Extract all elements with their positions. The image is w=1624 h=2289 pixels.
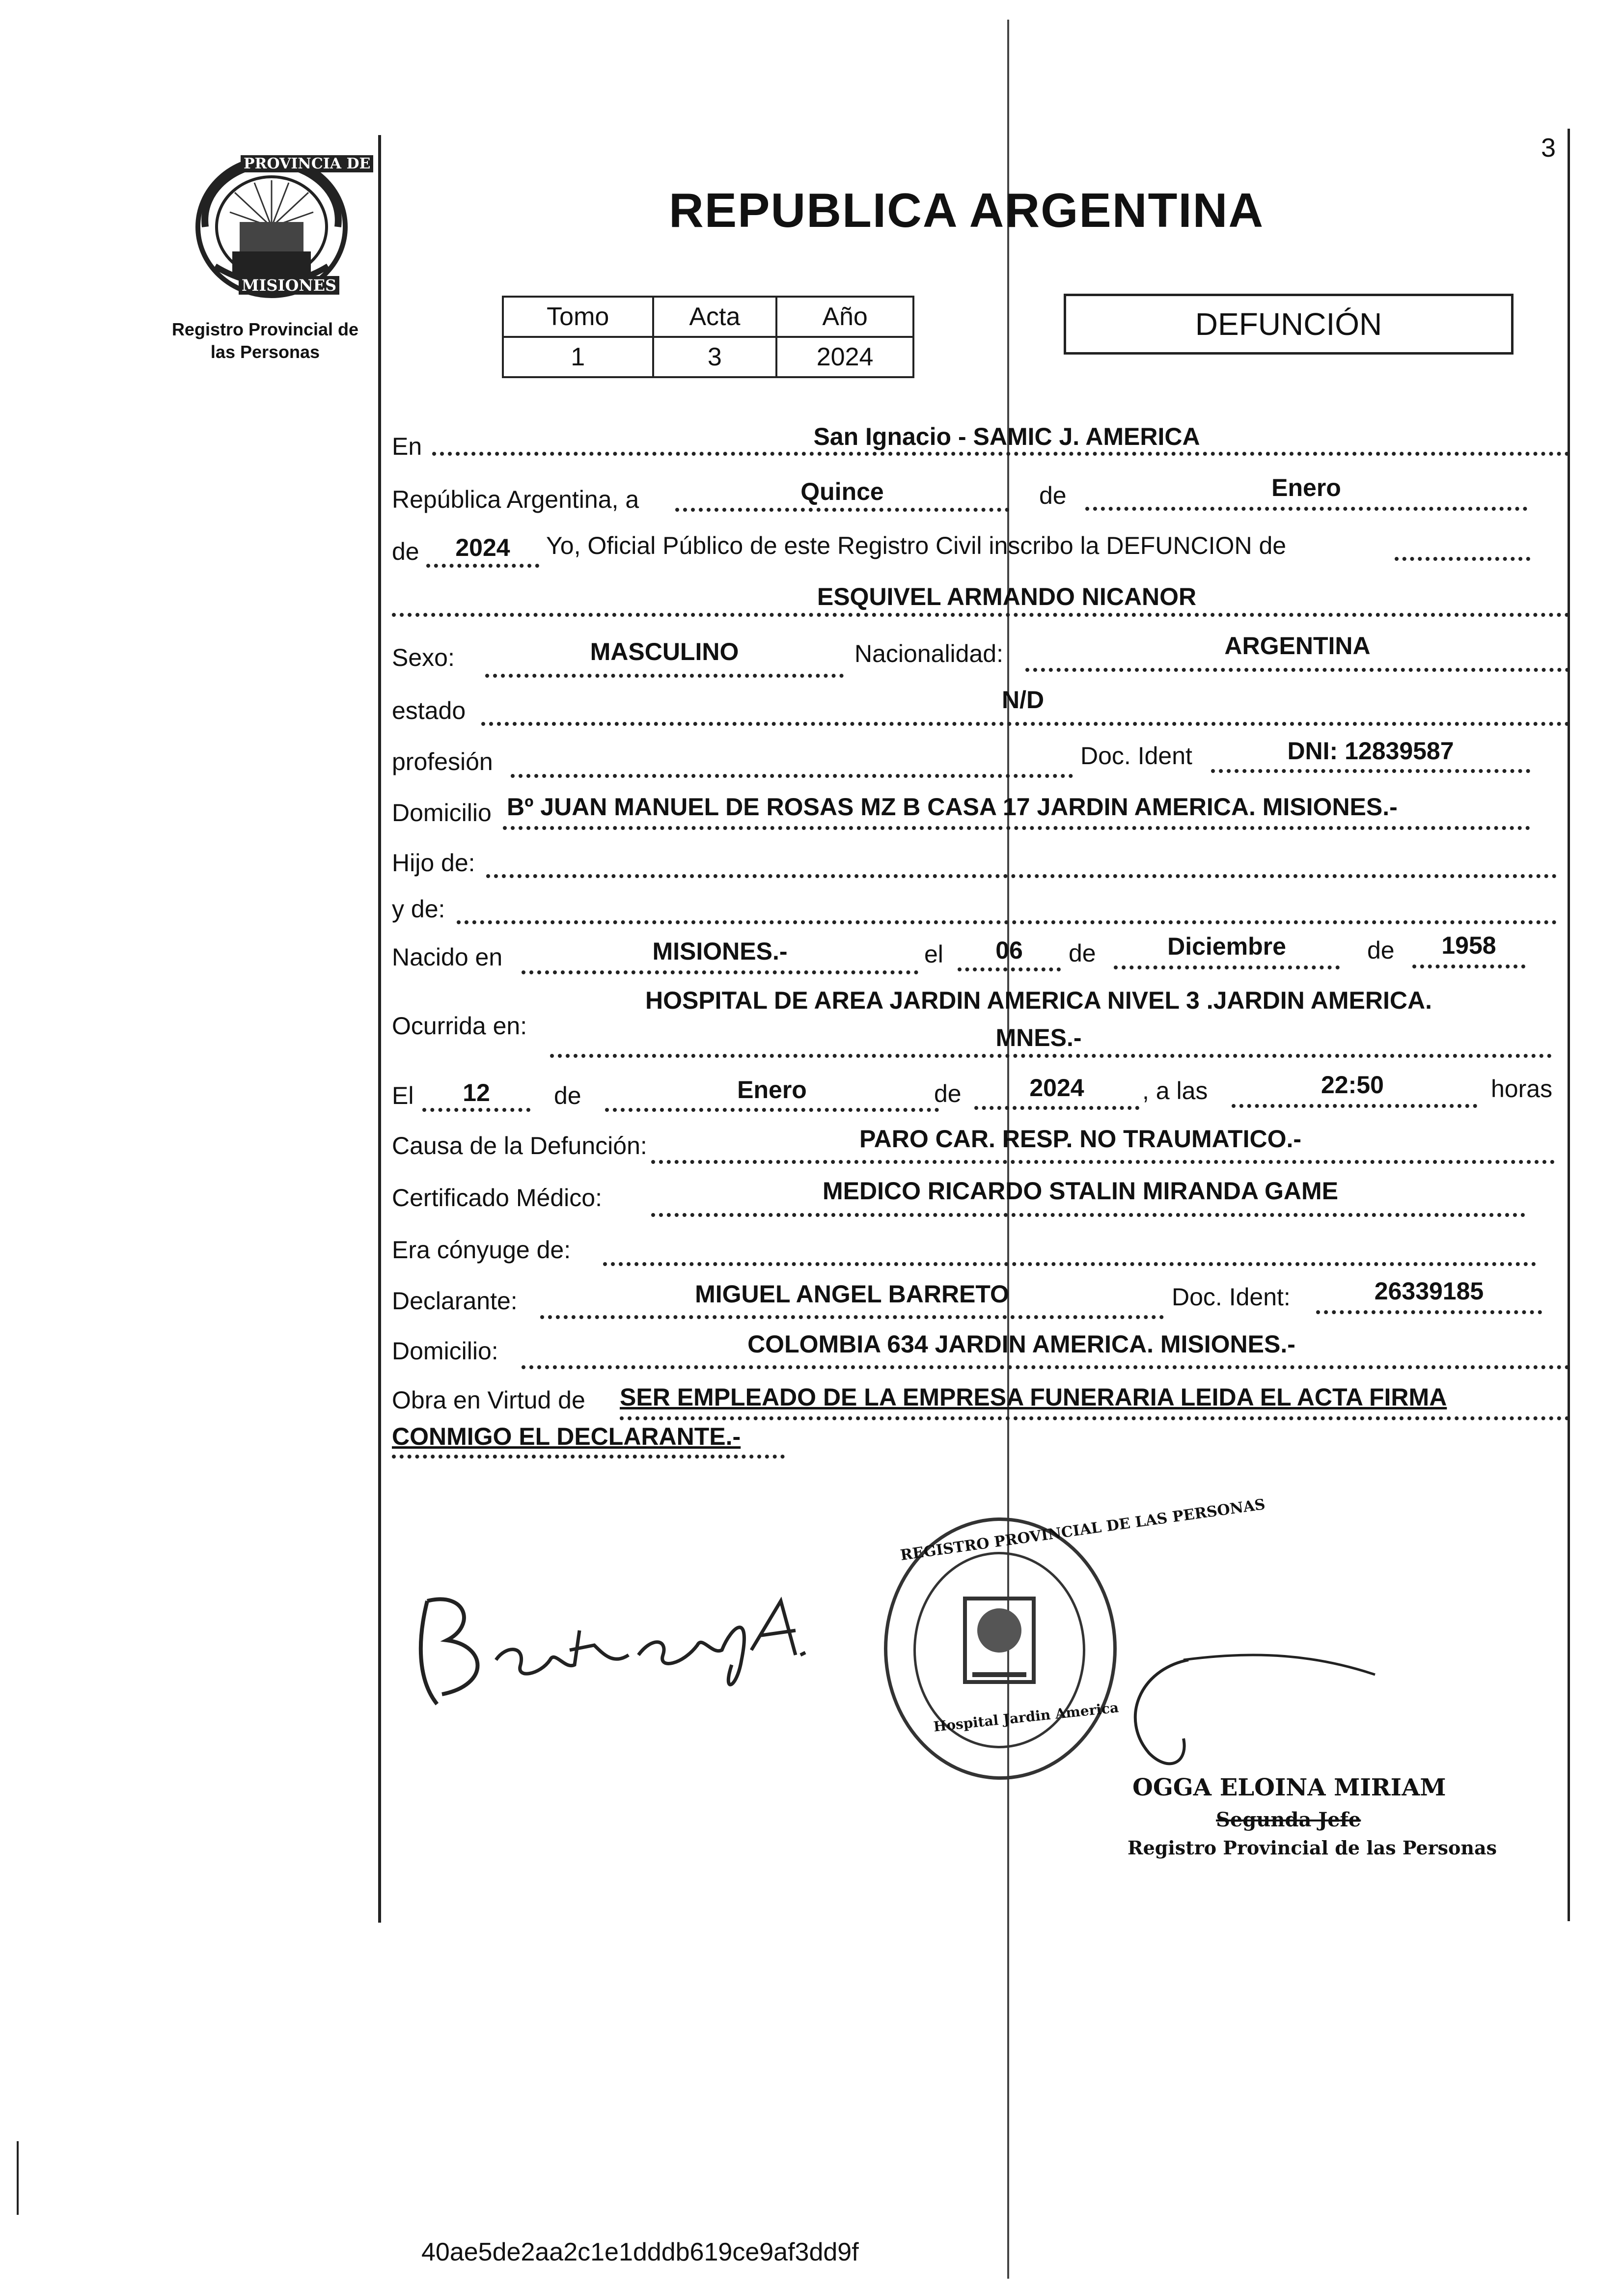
label-domicilio-declarant: Domicilio: [392, 1337, 498, 1365]
act-type-box: DEFUNCIÓN [1064, 294, 1514, 355]
dotline-obra2 [392, 1455, 785, 1459]
ref-value-tomo: 1 [503, 337, 653, 377]
label-certificado: Certificado Médico: [392, 1184, 602, 1212]
province-emblem [186, 153, 371, 301]
dotline-certificado [651, 1213, 1525, 1217]
dotline-death-day [422, 1108, 530, 1112]
value-death-place-line2: MNES.- [995, 1024, 1082, 1051]
dotline-month [1085, 507, 1527, 511]
scan-mark [17, 2141, 19, 2215]
dotline-day [675, 508, 1009, 512]
value-birth-month: Diciembre [1167, 933, 1286, 960]
label-domicilio: Domicilio [392, 799, 492, 827]
value-dni: DNI: 12839587 [1287, 737, 1454, 765]
dotline-sexo [485, 674, 844, 678]
declarant-signature [408, 1572, 850, 1729]
emblem-bottom-text: MISIONES [239, 276, 339, 295]
dotline-birth-place [522, 970, 918, 974]
label-doc-ident-declarant: Doc. Ident: [1172, 1283, 1291, 1311]
dotline-year [426, 564, 539, 568]
seal-inner-text: Hospital Jardin America [933, 1699, 1120, 1735]
dotline-conyuge [603, 1262, 1536, 1266]
dotline-yo [1395, 557, 1530, 561]
dotline-time [1232, 1104, 1477, 1108]
value-sex: MASCULINO [590, 638, 739, 665]
label-profesion: profesión [392, 748, 493, 775]
value-birth-year: 1958 [1441, 932, 1496, 959]
label-a-las: , a las [1142, 1077, 1208, 1104]
emblem-top-text: PROVINCIA DE [241, 155, 373, 172]
label-horas: horas [1491, 1075, 1553, 1103]
label-de-death-month: de [554, 1082, 581, 1109]
label-de-death-year: de [934, 1080, 962, 1107]
label-nacionalidad: Nacionalidad: [854, 640, 1003, 667]
value-death-place-line1: HOSPITAL DE AREA JARDIN AMERICA NIVEL 3 .JARDIN AMERICA. [645, 987, 1432, 1014]
label-hijo-de: Hijo de: [392, 849, 475, 877]
ref-value-ano: 2024 [776, 337, 913, 377]
label-nacido-en: Nacido en [392, 943, 503, 971]
ref-header-ano: Año [776, 297, 913, 337]
value-death-month: Enero [737, 1076, 807, 1103]
dotline-domicilio [503, 826, 1530, 830]
dotline-dni [1211, 769, 1530, 773]
dotline-estado [481, 722, 1569, 726]
label-estado: estado [392, 697, 466, 724]
value-death-year: 2024 [1029, 1074, 1084, 1102]
value-civil-status: N/D [1002, 686, 1045, 714]
dotline-death-month [605, 1108, 939, 1112]
label-yo-oficial: Yo, Oficial Público de este Registro Civil inscribo la DEFUNCION de [546, 532, 1287, 559]
label-declarante: Declarante: [392, 1287, 518, 1315]
left-margin-line [378, 135, 381, 1923]
official-office: Registro Provincial de las Personas [1128, 1837, 1497, 1859]
dotline-birth-month [1114, 965, 1340, 969]
dotline-nacionalidad [1025, 668, 1569, 672]
label-causa: Causa de la Defunción: [392, 1132, 647, 1159]
label-de-birth-month: de [1069, 939, 1096, 967]
reference-table [502, 296, 914, 378]
dotline-obra1 [620, 1416, 1569, 1420]
ref-value-acta: 3 [653, 337, 777, 377]
dotline-name [392, 613, 1569, 617]
official-round-seal [879, 1495, 1266, 1788]
label-el-birth: el [924, 940, 943, 968]
page-title: REPUBLICA ARGENTINA [669, 183, 1265, 237]
label-doc-ident: Doc. Ident [1080, 742, 1192, 770]
dotline-birth-year [1412, 965, 1525, 968]
value-declarant: MIGUEL ANGEL BARRETO [695, 1280, 1009, 1308]
label-de-month: de [1039, 482, 1067, 509]
dotline-y-de [457, 920, 1557, 924]
value-year: 2024 [455, 534, 510, 561]
dotline-profesion [511, 774, 1073, 778]
footer-hash: 40ae5de2aa2c1e1dddb619ce9af3dd9f [421, 2238, 859, 2266]
value-declarant-doc: 26339185 [1374, 1277, 1484, 1305]
label-republica-a: República Argentina, a [392, 486, 639, 513]
label-ocurrida-en: Ocurrida en: [392, 1012, 527, 1040]
value-birth-place: MISIONES.- [652, 938, 788, 965]
dotline-death-year [974, 1106, 1139, 1110]
page-number: 3 [1541, 133, 1556, 163]
dotline-domicilio-declarant [522, 1365, 1569, 1369]
value-certificate: MEDICO RICARDO STALIN MIRANDA GAME [823, 1177, 1338, 1205]
official-name: OGGA ELOINA MIRIAM [1132, 1774, 1446, 1801]
value-deceased-name: ESQUIVEL ARMANDO NICANOR [817, 583, 1197, 610]
value-day-words: Quince [800, 478, 884, 505]
label-en: En [392, 433, 422, 460]
label-obra: Obra en Virtud de [392, 1386, 585, 1414]
dotline-birth-day [958, 967, 1061, 971]
label-de-year: de [392, 538, 419, 565]
seal-text: REGISTRO PROVINCIAL DE LAS PERSONAS [899, 1495, 1266, 1565]
dotline-causa [651, 1160, 1555, 1164]
value-declarant-address: COLOMBIA 634 JARDIN AMERICA. MISIONES.- [747, 1330, 1295, 1358]
dotline-ocurrida [550, 1054, 1552, 1058]
label-el-death: El [392, 1082, 414, 1109]
dotline-declarant-doc [1316, 1310, 1542, 1314]
official-title: Segunda Jefe [1216, 1808, 1361, 1831]
ref-header-acta: Acta [653, 297, 777, 337]
value-obra-line1: SER EMPLEADO DE LA EMPRESA FUNERARIA LEIDA EL ACTA FIRMA [620, 1383, 1447, 1411]
dotline-declarante [540, 1315, 1164, 1319]
official-signature [1110, 1640, 1454, 1788]
value-address: Bº JUAN MANUEL DE ROSAS MZ B CASA 17 JARDIN AMERICA. MISIONES.- [507, 793, 1398, 821]
registry-line-2: las Personas [210, 342, 320, 362]
dotline-en [432, 452, 1569, 456]
value-death-time: 22:50 [1321, 1071, 1384, 1099]
value-nationality: ARGENTINA [1224, 632, 1371, 660]
value-death-day: 12 [463, 1079, 490, 1106]
right-margin-line [1568, 129, 1570, 1921]
value-obra-line2: CONMIGO EL DECLARANTE.- [392, 1423, 741, 1450]
value-month: Enero [1271, 474, 1341, 501]
label-y-de: y de: [392, 895, 445, 923]
value-birth-day: 06 [995, 937, 1023, 964]
dotline-hijo [486, 874, 1557, 878]
label-sexo: Sexo: [392, 644, 455, 671]
label-conyuge: Era cónyuge de: [392, 1236, 571, 1264]
ref-header-tomo: Tomo [503, 297, 653, 337]
value-place: San Ignacio - SAMIC J. AMERICA [813, 423, 1200, 450]
value-cause: PARO CAR. RESP. NO TRAUMATICO.- [859, 1125, 1302, 1153]
label-de-birth-year: de [1367, 937, 1395, 964]
registry-line-1: Registro Provincial de [171, 319, 359, 339]
